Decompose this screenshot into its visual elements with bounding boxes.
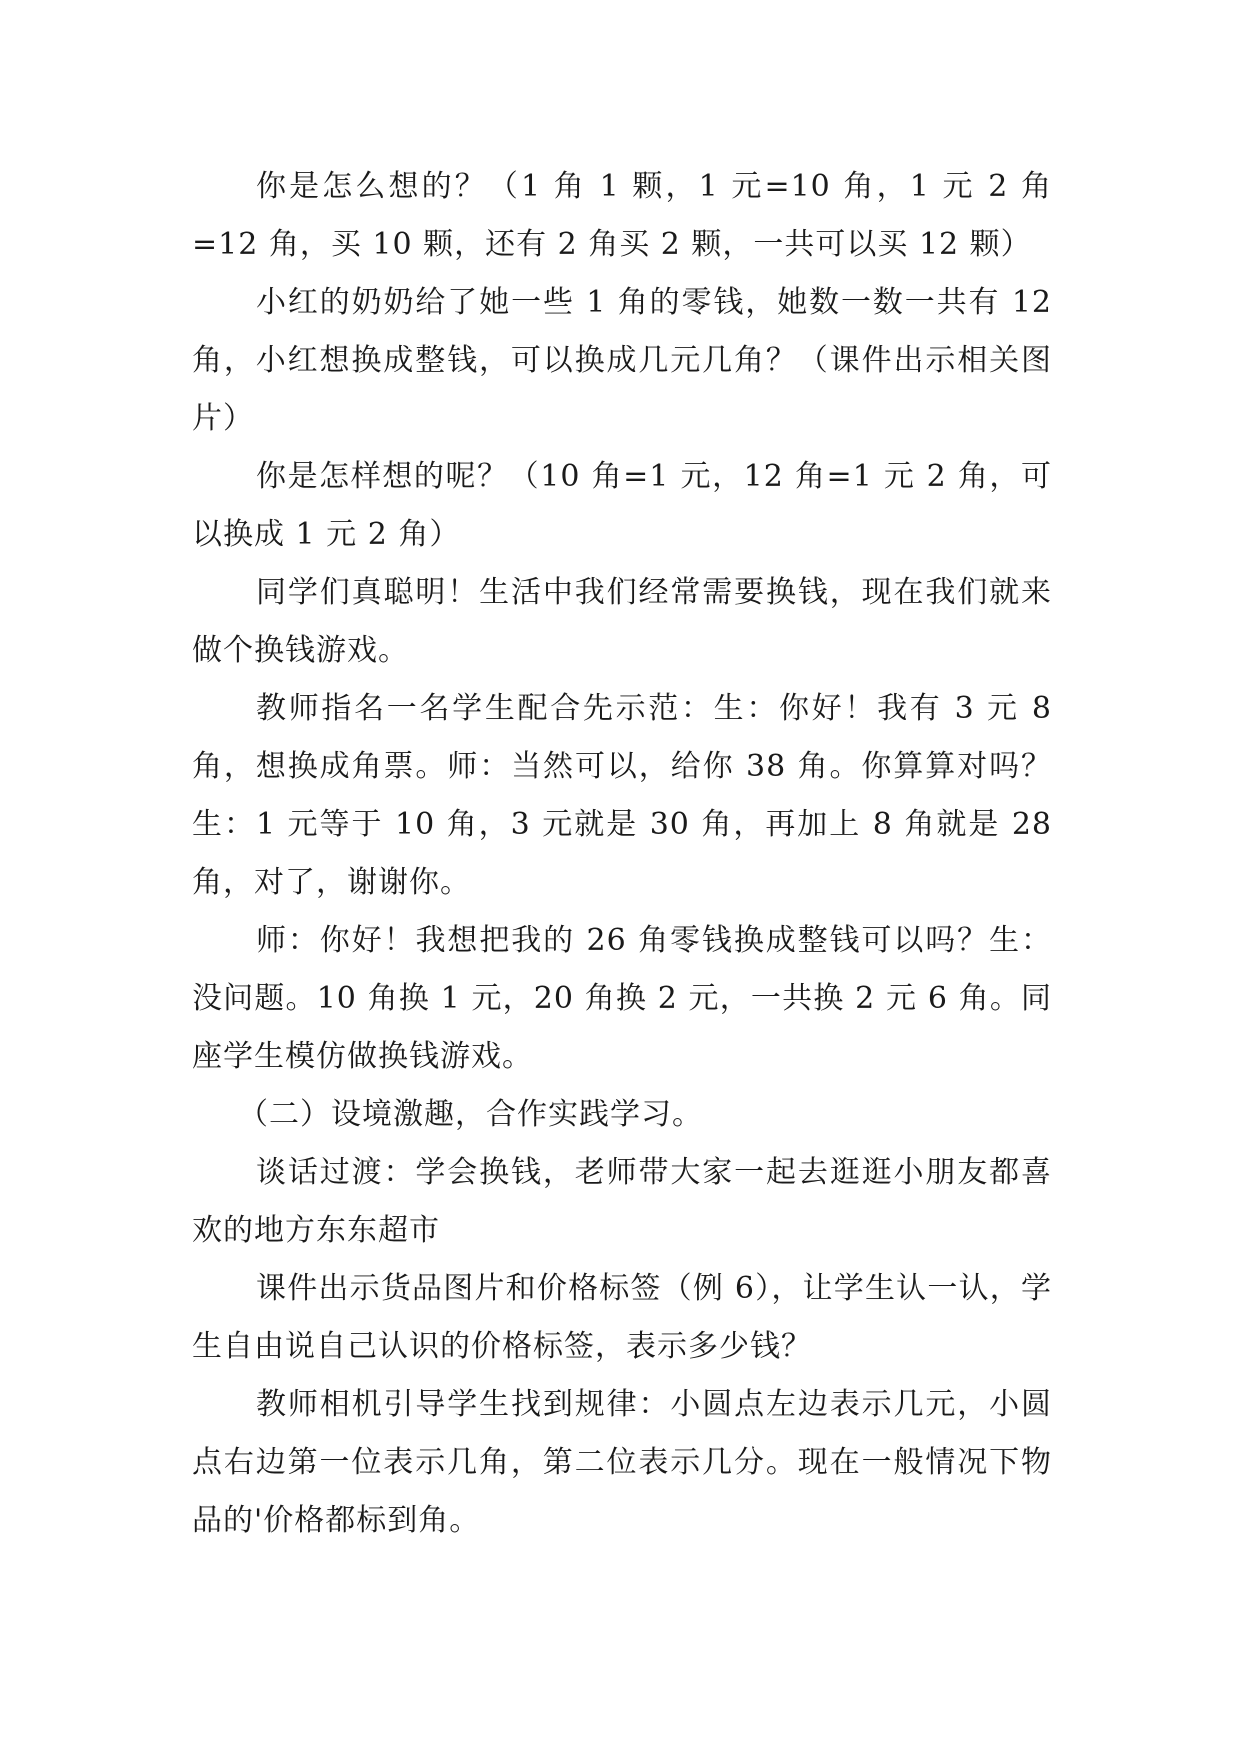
paragraph: 小红的奶奶给了她一些 1 角的零钱，她数一数一共有 12 角，小红想换成整钱，可以换成几元几角？（课件出示相关图片） [192,285,1052,436]
paragraph: 师：你好！我想把我的 26 角零钱换成整钱可以吗？生：没问题。10 角换 1 元，20 角换 2 元，一共换 2 元 6 角。同座学生模仿做换钱游戏。 [192,923,1052,1074]
paragraph: 教师指名一名学生配合先示范：生：你好！我有 3 元 8 角，想换成角票。师：当然可以，给你 38 角。你算算对吗？生：1 元等于 10 角，3 元就是 30 角，再加上 8 角就是 28 角，对了，谢谢你。 [192,691,1052,900]
document-body [192,158,1052,1550]
paragraph: 教师相机引导学生找到规律：小圆点左边表示几元，小圆点右边第一位表示几角，第二位表示几分。现在一般情况下物品的'价格都标到角。 [192,1387,1052,1538]
paragraph: 谈话过渡：学会换钱，老师带大家一起去逛逛小朋友都喜欢的地方东东超市 [192,1155,1052,1248]
paragraph: 课件出示货品图片和价格标签（例 6），让学生认一认，学生自由说自己认识的价格标签，表示多少钱？ [192,1271,1052,1364]
paragraph: 你是怎样想的呢？（10 角=1 元，12 角=1 元 2 角，可以换成 1 元 2 角） [192,459,1052,552]
paragraph: 你是怎么想的？（1 角 1 颗，1 元=10 角，1 元 2 角=12 角，买 10 颗，还有 2 角买 2 颗，一共可以买 12 颗） [192,169,1052,262]
section-heading: （二）设境激趣，合作实践学习。 [238,1097,703,1132]
paragraph: 同学们真聪明！生活中我们经常需要换钱，现在我们就来做个换钱游戏。 [192,575,1052,668]
